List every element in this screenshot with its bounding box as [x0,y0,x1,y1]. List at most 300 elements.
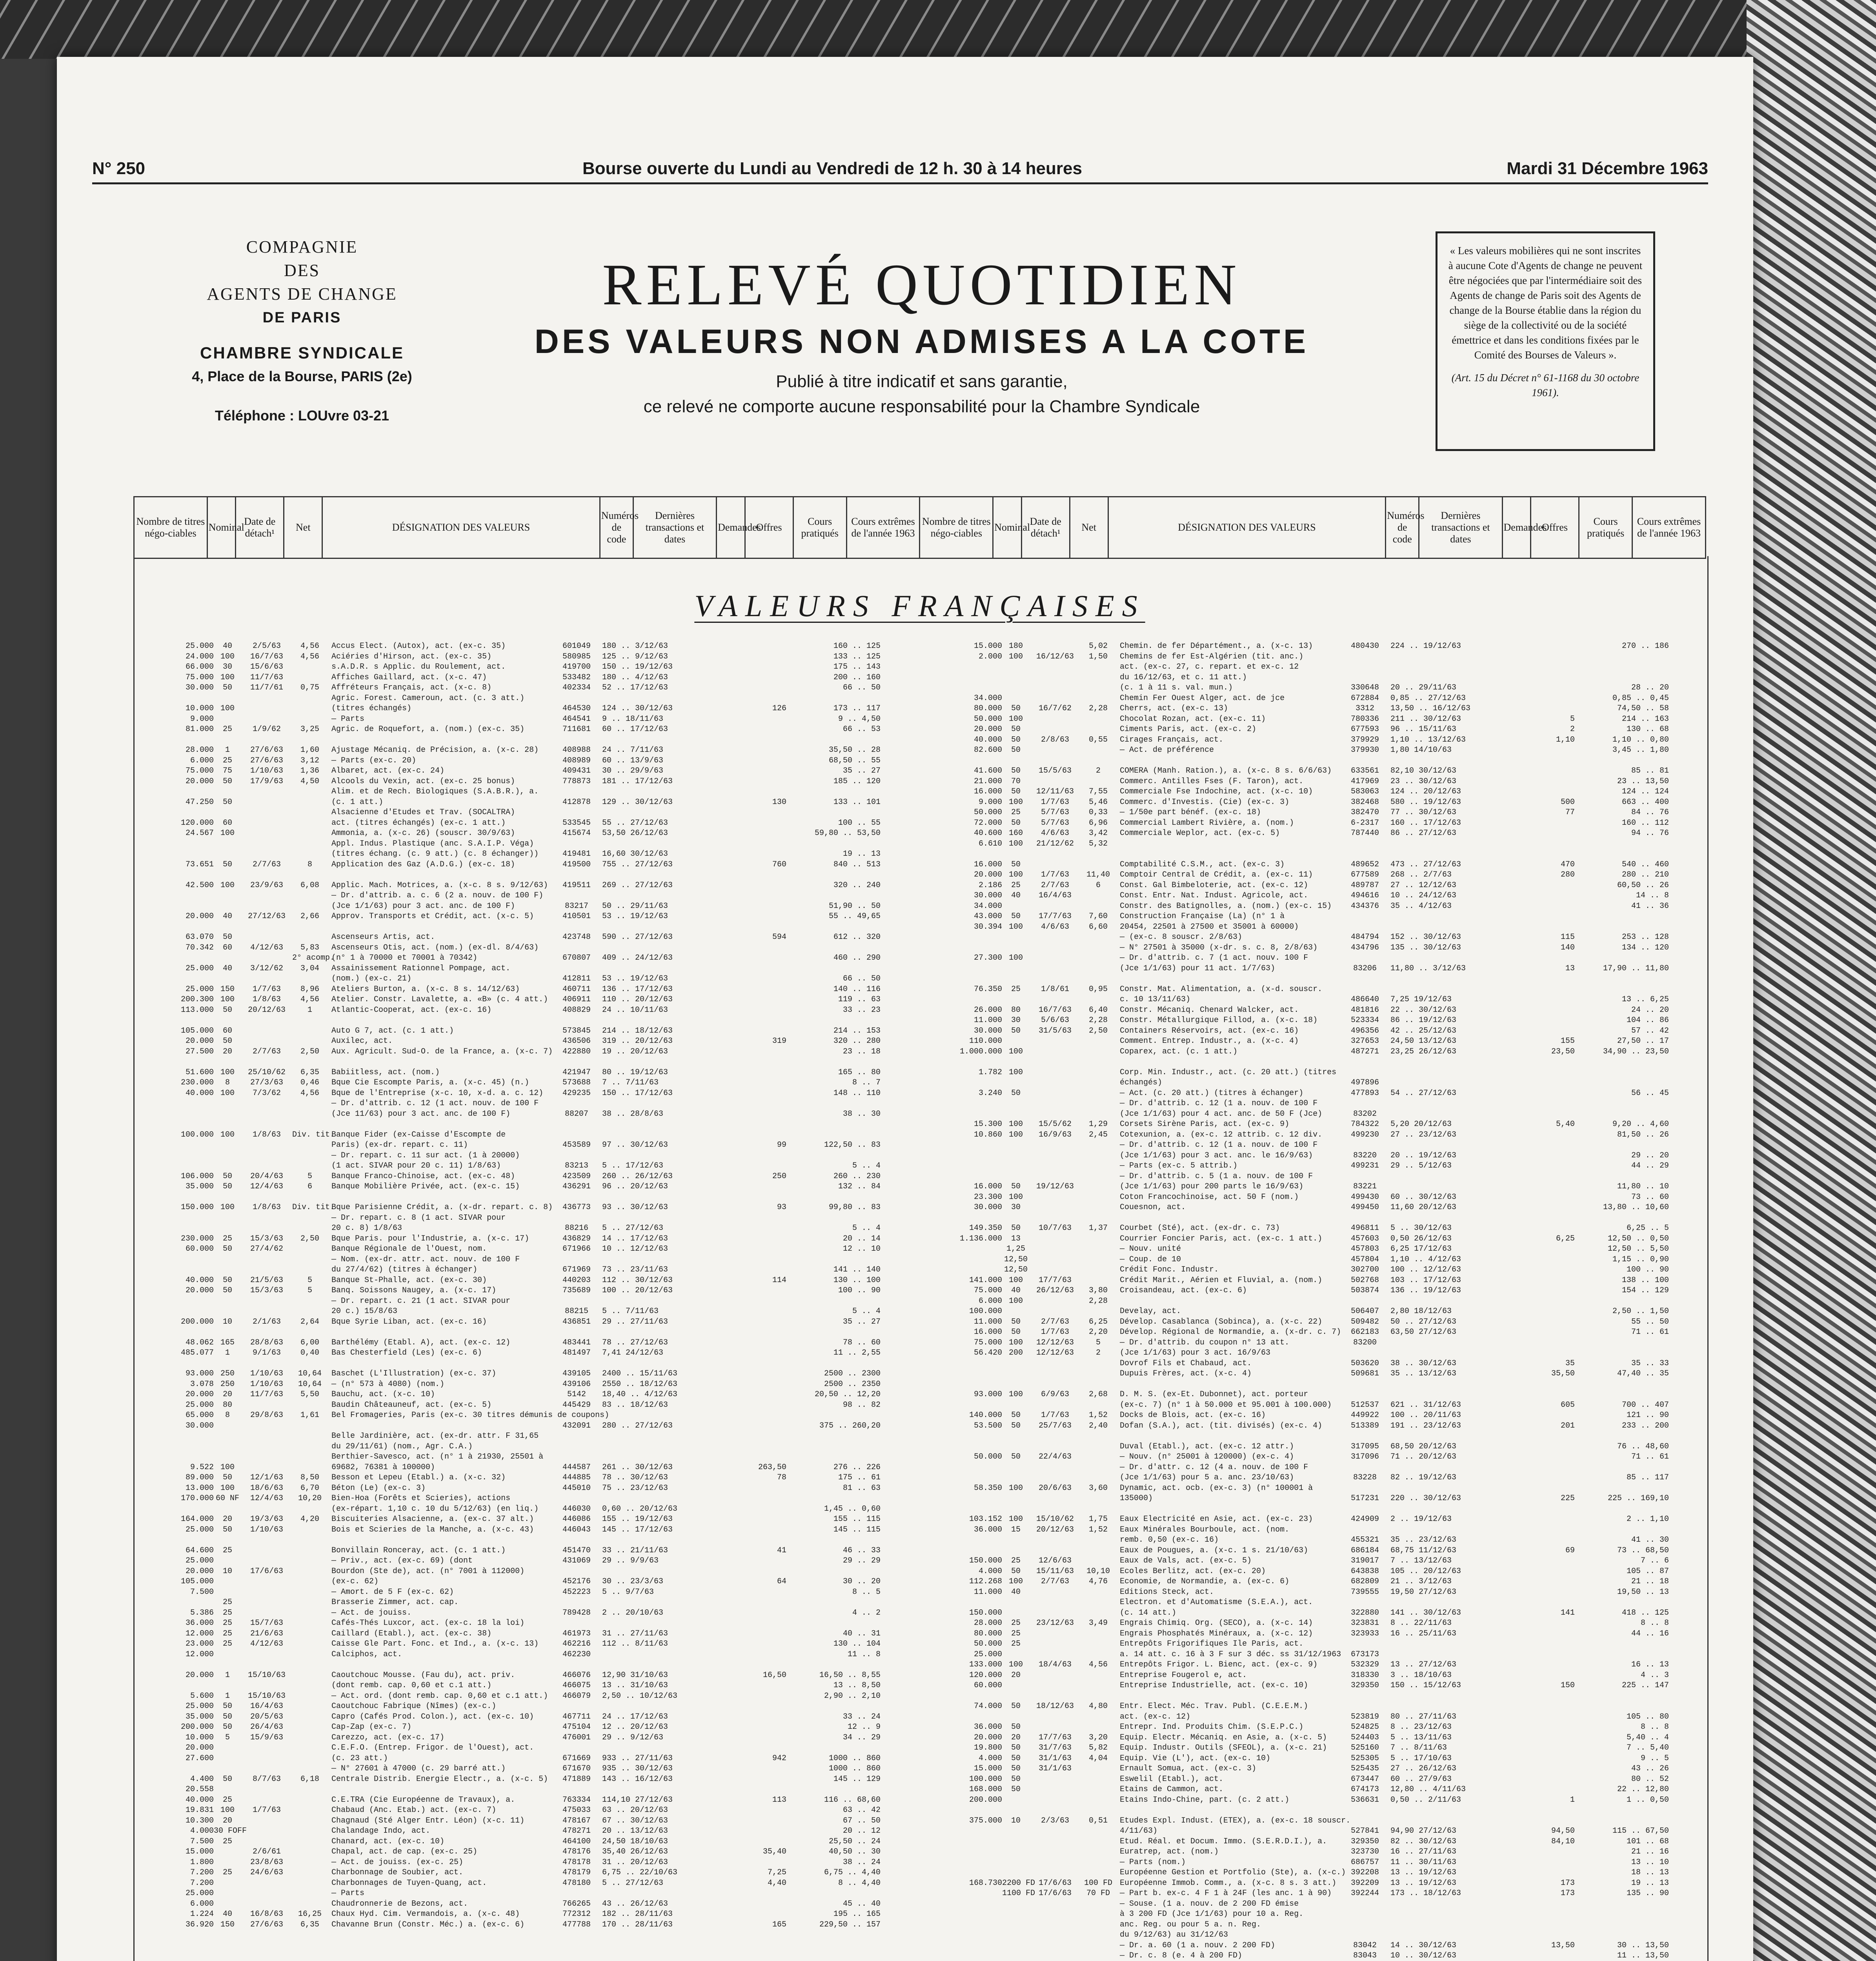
cell-extremes: 16 .. 13 [1631,1660,1669,1669]
listing-row [135,1130,918,1141]
cell-coupon-date: 17/9/63 [250,777,283,786]
cell-nominal: 20 [222,1390,232,1399]
cell-nombre: 30.000 [185,683,214,692]
cell-extremes: 28 .. 20 [1631,683,1669,692]
listing-row [924,1140,1704,1151]
cell-designation: Caoutchouc Mousse. (Fau du), act. priv. [331,1670,515,1680]
listing-row [924,673,1704,683]
cell-nombre: 200.300 [180,995,214,1004]
cell-designation: 4/11/63) [1120,1826,1158,1835]
cell-code: 318330 [1350,1670,1379,1680]
cell-code: 527841 [1350,1826,1379,1835]
listing-row [924,922,1704,933]
cell-cours: 225 [1560,1494,1575,1503]
cell-designation: Entr. Elect. Méc. Trav. Publ. (C.E.E.M.) [1120,1702,1308,1711]
listing-row [135,1587,918,1598]
listing-row [924,1400,1704,1411]
cell-coupon-date: 25/10/62 [247,1068,286,1077]
cell-nombre: 1.782 [978,1068,1002,1077]
cell-extremes: 663 .. 400 [1621,797,1669,807]
listing-row [924,860,1704,870]
listing-row [135,641,918,652]
cell-nombre: 150.000 [969,1556,1002,1565]
listing-row [135,1774,918,1785]
cell-nombre: 168.730 [969,1878,1002,1888]
cell-nombre: 40.000 [185,1088,214,1098]
cell-extremes: 35 .. 27 [842,766,881,775]
cell-transactions: 82,10 30/12/63 [1390,766,1457,775]
cell-code: 452223 [562,1587,591,1597]
cell-code: 673447 [1350,1774,1379,1784]
cell-coupon-date: 3/12/62 [250,964,283,973]
cell-coupon-date: 31/7/63 [1038,1743,1072,1752]
cell-extremes: 141 .. 140 [833,1265,881,1274]
cell-extremes: 13 .. 8,50 [833,1681,881,1690]
cell-nominal: 50 [222,1182,232,1191]
listing-row [135,1847,918,1857]
cell-cours: 155 [1560,1037,1575,1046]
listing-row [135,1306,918,1317]
cell-coupon-net: 16,25 [298,1910,322,1919]
cell-nombre: 5.386 [190,1608,214,1617]
cell-extremes: 1,45 .. 0,60 [824,1504,881,1513]
cell-code: 323730 [1350,1847,1379,1856]
cell-code: 429235 [562,1088,591,1098]
cell-designation: Editions Steck, act. [1120,1587,1214,1597]
cell-extremes: 81,50 .. 26 [1617,1130,1669,1139]
cell-designation: (ex-c. 62) [331,1577,379,1586]
cell-transactions: 13 .. 27/12/63 [1390,1660,1457,1669]
listing-row [924,704,1704,714]
cell-nombre: 164.000 [180,1515,214,1524]
cell-nombre: 73.651 [185,860,214,869]
cell-designation: Atlantic-Cooperat, act. (ex-c. 16) [331,1005,492,1015]
cell-code: 415674 [562,829,591,838]
listing-row [135,1015,918,1026]
listing-row [135,1151,918,1161]
cell-designation: Paris) (ex-dr. repart. c. 11) [331,1141,468,1150]
cell-nominal: 80 [222,1400,232,1410]
cell-transactions: 71 .. 20/12/63 [1390,1452,1457,1461]
cell-nombre: 48.062 [185,1338,214,1347]
listing-row [924,1047,1704,1057]
cell-code: 408988 [562,746,591,755]
cell-extremes: 115 .. 67,50 [1612,1826,1669,1835]
cell-nominal: 50 [222,1712,232,1721]
cell-code: 489652 [1350,860,1379,869]
cell-designation: a. 14 att. c. 16 à 3 F sur 3 déc. ss 31/12/1963 [1120,1650,1341,1659]
cell-code: 735689 [562,1286,591,1295]
cell-coupon-net: 10,64 [298,1379,322,1389]
listing-row [924,652,1704,662]
cell-designation: Banque St-Phalle, act. (ex-c. 30) [331,1275,487,1285]
cell-nominal: 100 [1008,953,1023,962]
cell-transactions: 20 .. 19/12/63 [1390,1151,1457,1160]
masthead-subtitle: DES VALEURS NON ADMISES A LA COTE [534,323,1309,360]
cell-nominal: 25 [1011,1556,1021,1565]
cell-nominal: 50 [1011,1774,1021,1784]
cell-designation: — Dr. c. 8 (e. 4 à 200 FD) [1120,1951,1243,1960]
listing-row [924,1130,1704,1141]
cell-nombre: 34.000 [973,901,1002,911]
cell-code: 461973 [562,1629,591,1638]
cell-code: 330648 [1350,683,1379,692]
cell-transactions: 214 .. 18/12/63 [602,1026,673,1035]
listing-row [135,995,918,1005]
cell-nombre: 1.136.000 [959,1234,1002,1243]
cell-nombre: 20.000 [185,1286,214,1295]
listing-row [924,1712,1704,1723]
cell-designation: Applic. Mach. Motrices, a. (x-c. 8 s. 9/12/63) [331,880,548,890]
cell-code: 317095 [1350,1442,1379,1451]
cell-nombre: 16.000 [973,1328,1002,1337]
cell-code: 471889 [562,1774,591,1784]
cell-designation: Bque Syrie Liban, act. (ex-c. 16) [331,1317,487,1326]
listing-row [924,1182,1704,1192]
cell-extremes: 22 .. 12,80 [1617,1785,1669,1794]
cell-code: 419511 [562,880,591,890]
cell-nominal: 100 [1008,797,1023,807]
cell-nombre: 25.000 [185,1889,214,1898]
cell-code: 466075 [562,1681,591,1690]
listing-row [135,891,918,901]
cell-nombre: 50.000 [973,1452,1002,1461]
cell-nominal: 50 [222,933,232,942]
cell-designation: Cap-Zap (ex-c. 7) [331,1723,412,1732]
cell-code: 323831 [1350,1619,1379,1628]
cell-code: 483441 [562,1338,591,1347]
cell-designation: Etains Indo-Chine, part. (c. 2 att.) [1120,1795,1290,1805]
cell-nombre: 230.000 [180,1078,214,1087]
cell-designation: — N° 27601 à 47000 (c. 29 barré att.) [331,1764,506,1773]
cell-nominal: 60 [222,943,232,952]
cell-designation: du 29/11/61) (nom., Agr. C.A.) [331,1442,473,1451]
cell-code: 444885 [562,1473,591,1482]
cell-nominal: 50 [222,683,232,692]
masthead-title: RELEVÉ QUOTIDIEN [602,252,1241,317]
cell-nominal: 180 [1008,642,1023,651]
cell-code: 486640 [1350,995,1379,1004]
cell-coupon-date: 8/7/63 [252,1774,281,1784]
cell-nominal: 25 [222,1639,232,1648]
cell-designation: Ajustage Mécaniq. de Précision, a. (x-c. 28) [331,746,539,755]
cell-coupon-net: 11,40 [1086,870,1110,879]
cell-nominal: 2200 FD [1002,1878,1035,1888]
col-header-code-r: Numéros de code [1386,497,1419,558]
cell-transactions: 211 .. 30/12/63 [1390,714,1461,724]
cell-extremes: 94 .. 76 [1631,829,1669,838]
cell-cours: 126 [772,704,786,713]
cell-transactions: 86 .. 19/12/63 [1390,1016,1457,1025]
cell-nominal: 50 [222,1172,232,1181]
cell-code: 453589 [562,1141,591,1150]
cell-nominal: 100 [220,704,235,713]
cell-cours: 500 [1560,797,1575,807]
cell-nominal: 50 [222,777,232,786]
listing-row [135,1026,918,1037]
cell-designation: C.E.TRA (Cie Européenne de Travaux), a. [331,1795,515,1805]
cell-designation: Dynamic, act. ocb. (ex-c. 3) (n° 100001 à [1120,1483,1313,1493]
cell-transactions: 29 .. 9/9/63 [602,1556,659,1565]
cell-cours: 319 [772,1037,786,1046]
listing-row [924,1151,1704,1161]
cell-nominal: 25 [222,1598,232,1607]
cell-designation: act. (ex-c. 12) [1120,1712,1191,1721]
cell-transactions: 75 .. 23/12/63 [602,1483,668,1493]
cell-nombre: 72.000 [973,818,1002,828]
cell-code: 436506 [562,1037,591,1046]
cell-coupon-net: 5 [307,1286,312,1295]
cell-nominal: 100 [1008,1130,1023,1139]
cell-code: 419481 [562,850,591,859]
cell-designation: — Parts [331,714,365,724]
cell-code: 497896 [1350,1078,1379,1087]
cell-code: 672884 [1350,693,1379,703]
cell-transactions: 2550 .. 18/12/63 [602,1379,678,1389]
cell-coupon-date: 23/8/63 [250,1857,283,1867]
cell-coupon-date: 1/7/63 [252,1806,281,1815]
cell-coupon-date: 2/7/63 [1041,1317,1069,1326]
cell-nominal: 250 [220,1379,235,1389]
cell-nominal: 100 [1008,839,1023,848]
cell-nombre: 23.000 [185,1639,214,1648]
cell-transactions: 1,80 14/10/63 [1390,746,1452,755]
cell-designation: Cirages Français, act. [1120,735,1224,744]
col-header-cours-r: Cours pratiqués [1579,497,1632,558]
cell-designation: Etains de Cammon, act. [1120,1785,1224,1794]
listing-row [924,1951,1704,1961]
cell-nominal: 25 [222,1546,232,1555]
cell-designation: (Jce 1/1/63) pour 4 act. anc. de 50 F (Jce) [1120,1109,1323,1119]
listing-row [924,1306,1704,1317]
cell-coupon-net: 0,55 [1088,735,1108,744]
listing-row [135,870,918,880]
cell-nominal: 12,50 [1004,1265,1028,1274]
listing-row [135,1296,918,1307]
cell-nombre: 56.420 [973,1348,1002,1357]
cell-coupon-net: 2,66 [300,912,319,921]
cell-coupon-date: 15/10/63 [247,1691,286,1701]
cell-nominal: 100 [1008,1660,1023,1669]
cell-transactions: 50 .. 29/11/63 [602,901,668,911]
cell-coupon-date: 1/7/63 [1041,797,1069,807]
cell-nombre: 35.000 [185,1712,214,1721]
cell-code: 323933 [1350,1629,1379,1638]
cell-nombre: 6.610 [978,839,1002,848]
cell-code: 83200 [1353,1338,1377,1347]
cell-code: 451470 [562,1546,591,1555]
cell-designation: Constr. Mécaniq. Chenard Walcker, act. [1120,1005,1299,1015]
cell-designation: Const. Entr. Nat. Indust. Agricole, act. [1120,891,1308,900]
cell-nominal: 25 [222,1608,232,1617]
cell-nombre: 1.224 [190,1910,214,1919]
listing-row [135,673,918,683]
cell-extremes: 38 .. 30 [842,1109,881,1119]
cell-nominal: 50 [1011,1411,1021,1420]
cell-nombre: 5.600 [190,1691,214,1701]
cell-code: 671670 [562,1764,591,1773]
cell-nombre: 60.000 [973,1681,1002,1690]
cell-coupon-date: 1/8/63 [252,1130,281,1139]
cell-code: 83217 [564,901,588,911]
cell-code: 489787 [1350,880,1379,890]
cell-designation: — Act. (c. 20 att.) (titres à échanger) [1120,1088,1304,1098]
cell-nombre: 35.000 [185,1182,214,1191]
cell-designation: Chocolat Rozan, act. (ex-c. 11) [1120,714,1266,724]
cell-extremes: 9 .. 4,50 [838,714,881,724]
listing-row [135,766,918,777]
cell-code: 449922 [1350,1411,1379,1420]
cell-nominal: 25 [1011,1629,1021,1638]
cell-coupon-date: 27/4/62 [250,1244,283,1253]
cell-extremes: 1,10 .. 0,80 [1612,735,1669,744]
cell-transactions: 23,25 26/12/63 [1390,1047,1457,1056]
cell-transactions: 29 .. 27/11/63 [602,1317,668,1326]
cell-designation: D. M. S. (ex-Et. Dubonnet), act. porteur [1120,1390,1308,1399]
listing-row [135,1244,918,1255]
cell-code: 317096 [1350,1452,1379,1461]
cell-nombre: 41.600 [973,766,1002,775]
cell-coupon-date: 1/10/63 [250,766,283,775]
listing-row [924,1805,1704,1816]
cell-code: 480430 [1350,642,1379,651]
cell-designation: Electron. et d'Automatisme (S.E.A.), act. [1120,1598,1313,1607]
cell-cours: 94,50 [1551,1826,1575,1835]
cell-extremes: 253 .. 128 [1621,933,1669,942]
cell-nombre: 16.000 [973,787,1002,796]
listing-row [135,1795,918,1806]
cell-coupon-date: 1/8/63 [252,995,281,1004]
cell-extremes: 23 .. 13,50 [1617,777,1669,786]
cell-nombre: 105.000 [180,1026,214,1035]
cell-code: 83221 [1353,1182,1377,1191]
cell-transactions: 35,40 26/12/63 [602,1847,668,1856]
listing-row [924,745,1704,756]
cell-extremes: 3,45 .. 1,80 [1612,746,1669,755]
cell-code: 496356 [1350,1026,1379,1035]
cell-nominal: 1 [225,746,230,755]
cell-coupon-date: 12/12/63 [1036,1348,1074,1357]
cell-cours: 7,25 [767,1868,786,1877]
cell-nombre: 1.000.000 [959,1047,1002,1056]
cell-transactions: 220 .. 30/12/63 [1390,1494,1461,1503]
cell-coupon-date: 27/12/63 [247,912,286,921]
cell-coupon-net: 8,96 [300,984,319,994]
cell-nominal: 25 [222,1868,232,1877]
cell-designation: — Dr. d'attrib. c. 12 (1 a. nouv. de 100 F [1120,1099,1318,1108]
cell-designation: Aciéries d'Hirson, act. (ex-c. 35) [331,652,492,661]
col-header-offres-r: Offres [1530,497,1579,558]
cell-coupon-date: 15/6/63 [250,662,283,671]
cell-extremes: 55 .. 49,65 [828,912,881,921]
cell-code: 464530 [562,704,591,713]
listing-row [135,1172,918,1182]
cell-nominal: 100 [220,1463,235,1472]
cell-nominal: 100 [220,995,235,1004]
cell-code: 787440 [1350,829,1379,838]
cell-designation: Commerciale Weplor, act. (ex-c. 5) [1120,829,1280,838]
cell-nominal: 50 [222,1037,232,1046]
cell-designation: 20 c. 8) 1/8/63 [331,1224,402,1233]
listing-row [924,766,1704,777]
cell-nominal: 1 [225,1348,230,1357]
cell-code: 379929 [1350,735,1379,744]
cell-nombre: 9.000 [190,714,214,724]
cell-code: 573688 [562,1078,591,1087]
cell-extremes: 100 .. 55 [838,818,881,828]
cell-designation: — Nom. (ex-dr. attr. act. nouv. de 100 F [331,1255,520,1264]
cell-transactions: 100 .. 12/12/63 [1390,1265,1461,1274]
cell-coupon-date: 15/9/63 [250,1733,283,1742]
cell-coupon-date: 5/7/63 [1041,818,1069,828]
cell-extremes: 9 .. 5 [1640,1754,1669,1763]
listing-row [135,828,918,839]
listing-row [135,1857,918,1868]
cell-designation: Docks de Blois, act. (ex-c. 16) [1120,1411,1266,1420]
cell-code: 88215 [564,1307,588,1316]
cell-code: 412811 [562,974,591,983]
chambre-syndicale: CHAMBRE SYNDICALE [200,344,404,362]
cell-nominal: 50 [1011,818,1021,828]
listing-row [135,808,918,818]
cell-designation: — Dr. d'attrib. a. c. 6 (2 a. nouv. de 100 F) [331,891,544,900]
listing-row [135,1754,918,1764]
cell-transactions: 409 .. 24/12/63 [602,953,673,962]
cell-cours: 69 [1565,1546,1575,1555]
cell-nombre: 89.000 [185,1473,214,1482]
cell-designation: Engrais Phosphatés Minéraux, a. (x-c. 12) [1120,1629,1313,1638]
cell-designation: Crédit Fonc. Industr. [1120,1265,1219,1274]
cell-designation: Chemins de fer Est-Algérien (tit. anc.) [1120,652,1304,661]
cell-nombre: 64.600 [185,1546,214,1555]
listing-row [924,1629,1704,1639]
cell-transactions: 5 .. 17/10/63 [1390,1754,1452,1763]
cell-nominal: 13 [1011,1234,1021,1243]
cell-nombre: 2.186 [978,880,1002,890]
cell-coupon-net: 5 [307,1172,312,1181]
cell-code: 671969 [562,1265,591,1274]
cell-extremes: 105 .. 87 [1626,1566,1669,1576]
listing-row [924,1255,1704,1265]
cell-cours: 1 [1570,1795,1575,1805]
cell-designation: Brasserie Zimmer, act. cap. [331,1598,459,1607]
cell-nombre: 27.600 [185,1754,214,1763]
cell-nominal: 60 [222,818,232,828]
col-header-transactions: Dernières transactions et dates [633,497,716,558]
cell-nombre: 11.000 [973,1587,1002,1597]
listing-row [135,1546,918,1556]
cell-extremes: 2,50 .. 1,50 [1612,1307,1669,1316]
cell-nombre: 75.000 [185,673,214,682]
cell-code: 432091 [562,1421,591,1430]
listing-row [135,714,918,725]
cell-extremes: 119 .. 63 [838,995,881,1004]
cell-coupon-date: 16/7/63 [250,652,283,661]
cell-nombre: 9.000 [978,797,1002,807]
cell-nombre: 113.000 [180,1005,214,1015]
listing-row [135,1452,918,1463]
cell-designation: Eaux Electricité en Asie, act. (ex-c. 23) [1120,1515,1313,1524]
cell-extremes: 41 .. 30 [1631,1535,1669,1544]
cell-code: 481816 [1350,1005,1379,1015]
cell-nominal: 50 [1011,1566,1021,1576]
cell-designation: Entreprise Industrielle, act. (ex-c. 10) [1120,1681,1308,1690]
cell-extremes: 160 .. 125 [833,642,881,651]
cell-extremes: 55 .. 50 [1631,1317,1669,1326]
cell-extremes: 73 .. 68,50 [1617,1546,1669,1555]
cell-designation: Equip. Vie (L'), act. (ex-c. 10) [1120,1754,1271,1763]
cell-nombre: 80.000 [973,1629,1002,1638]
